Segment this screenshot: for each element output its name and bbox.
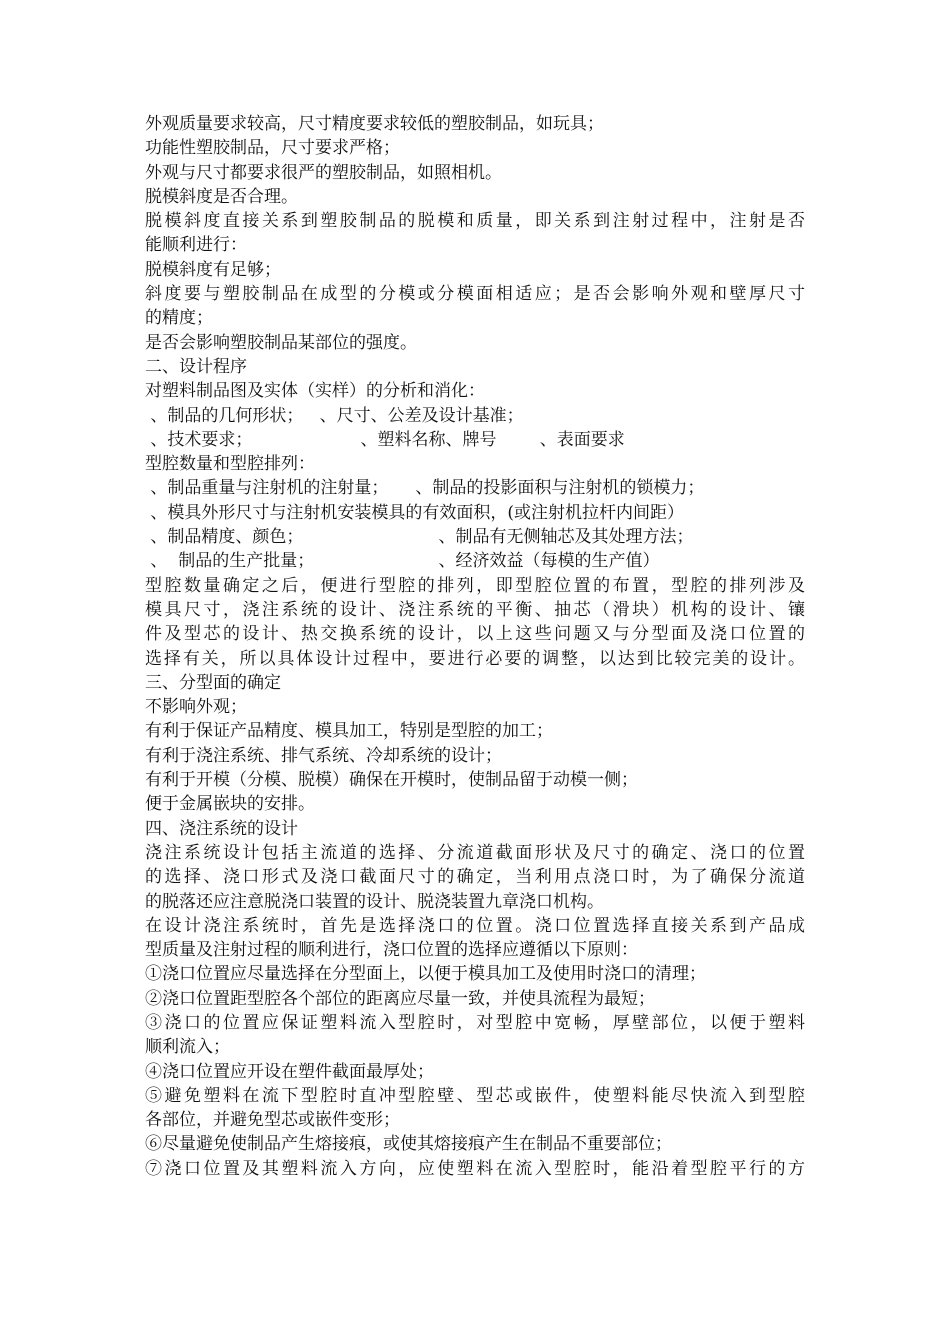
text-line: 、模具外形尺寸与注射机安装模具的有效面积，(或注射机拉杆内间距） [145, 502, 685, 523]
text-line: 的精度； [145, 308, 213, 329]
text-line: 的脱落还应注意脱浇口装置的设计、脱浇装置九章浇口机构。 [145, 891, 604, 912]
text-line: 是否会影响塑胶制品某部位的强度。 [145, 332, 417, 353]
text-line: 、制品的几何形状； 、尺寸、公差及设计基准； [145, 405, 524, 426]
text-line: 有利于浇注系统、排气系统、冷却系统的设计； [145, 745, 502, 766]
text-line: 外观与尺寸都要求很严的塑胶制品，如照相机。 [145, 162, 502, 183]
text-line: ③浇口的位置应保证塑料流入型腔时，对型腔中宽畅，厚壁部位，以便于塑料 [145, 1012, 805, 1033]
section-heading: 四、浇注系统的设计 [145, 818, 298, 839]
text-line: 件及型芯的设计、热交换系统的设计，以上这些问题又与分型面及浇口位置的 [145, 624, 805, 645]
text-line: 在设计浇注系统时，首先是选择浇口的位置。浇口位置选择直接关系到产品成 [145, 915, 805, 936]
text-line: 功能性塑胶制品，尺寸要求严格； [145, 138, 400, 159]
text-line: 能顺利进行： [145, 235, 247, 256]
text-line: 斜度要与塑胶制品在成型的分模或分模面相适应；是否会影响外观和壁厚尺寸 [145, 284, 805, 305]
text-line: 脱模斜度有足够； [145, 259, 281, 280]
text-line: 外观质量要求较高，尺寸精度要求较低的塑胶制品，如玩具； [145, 114, 604, 134]
text-line: 型腔数量确定之后，便进行型腔的排列，即型腔位置的布置，型腔的排列涉及 [145, 575, 805, 596]
text-line: 脱模斜度是否合理。 [145, 186, 298, 207]
text-line: 、制品精度、颜色； 、制品有无侧轴芯及其处理方法； [145, 527, 694, 548]
text-line: 的选择、浇口形式及浇口截面尺寸的确定，当利用点浇口时，为了确保分流道 [145, 867, 805, 888]
text-line: 浇注系统设计包括主流道的选择、分流道截面形状及尺寸的确定、浇口的位置 [145, 842, 805, 863]
text-line: 各部位，并避免型芯或嵌件变形； [145, 1110, 400, 1131]
text-line: ⑤避免塑料在流下型腔时直冲型腔壁、型芯或嵌件，使塑料能尽快流入到型腔 [145, 1085, 805, 1106]
text-line: 型质量及注射过程的顺利进行，浇口位置的选择应遵循以下原则： [145, 940, 638, 961]
text-line: ②浇口位置距型腔各个部位的距离应尽量一致，并使具流程为最短； [145, 988, 655, 1009]
text-line: ⑥尽量避免使制品产生熔接痕，或使其熔接痕产生在制品不重要部位； [145, 1134, 672, 1155]
text-line: ①浇口位置应尽量选择在分型面上，以便于模具加工及使用时浇口的清理； [145, 964, 706, 985]
text-line: 有利于保证产品精度、模具加工，特别是型腔的加工； [145, 721, 553, 742]
document-body [145, 112, 805, 1181]
text-line: 、制品重量与注射机的注射量； 、制品的投影面积与注射机的锁模力； [145, 478, 705, 499]
text-line: 、技术要求； 、塑料名称、牌号 、表面要求 [145, 429, 625, 450]
text-line: 不影响外观； [145, 697, 247, 718]
section-heading: 二、设计程序 [145, 356, 247, 377]
section-heading: 三、分型面的确定 [145, 672, 281, 693]
text-line: 有利于开模（分模、脱模）确保在开模时，使制品留于动模一侧； [145, 770, 638, 791]
text-line: 便于金属嵌块的安排。 [145, 794, 315, 815]
text-line: 型腔数量和型腔排列： [145, 454, 315, 475]
text-line: 选择有关，所以具体设计过程中，要进行必要的调整，以达到比较完美的设计。 [145, 648, 805, 669]
text-line: ⑦浇口位置及其塑料流入方向，应使塑料在流入型腔时，能沿着型腔平行的方 [145, 1158, 805, 1179]
text-line: 顺利流入； [145, 1037, 230, 1058]
text-line: 对塑料制品图及实体（实样）的分析和消化： [145, 381, 485, 402]
text-line: 、 制品的生产批量； 、经济效益（每模的生产值） [145, 551, 660, 572]
text-line: ④浇口位置应开设在塑件截面最厚处； [145, 1061, 434, 1082]
text-line: 模具尺寸，浇注系统的设计、浇注系统的平衡、抽芯（滑块）机构的设计、镶 [145, 599, 805, 620]
text-line: 脱模斜度直接关系到塑胶制品的脱模和质量，即关系到注射过程中，注射是否 [145, 211, 805, 232]
